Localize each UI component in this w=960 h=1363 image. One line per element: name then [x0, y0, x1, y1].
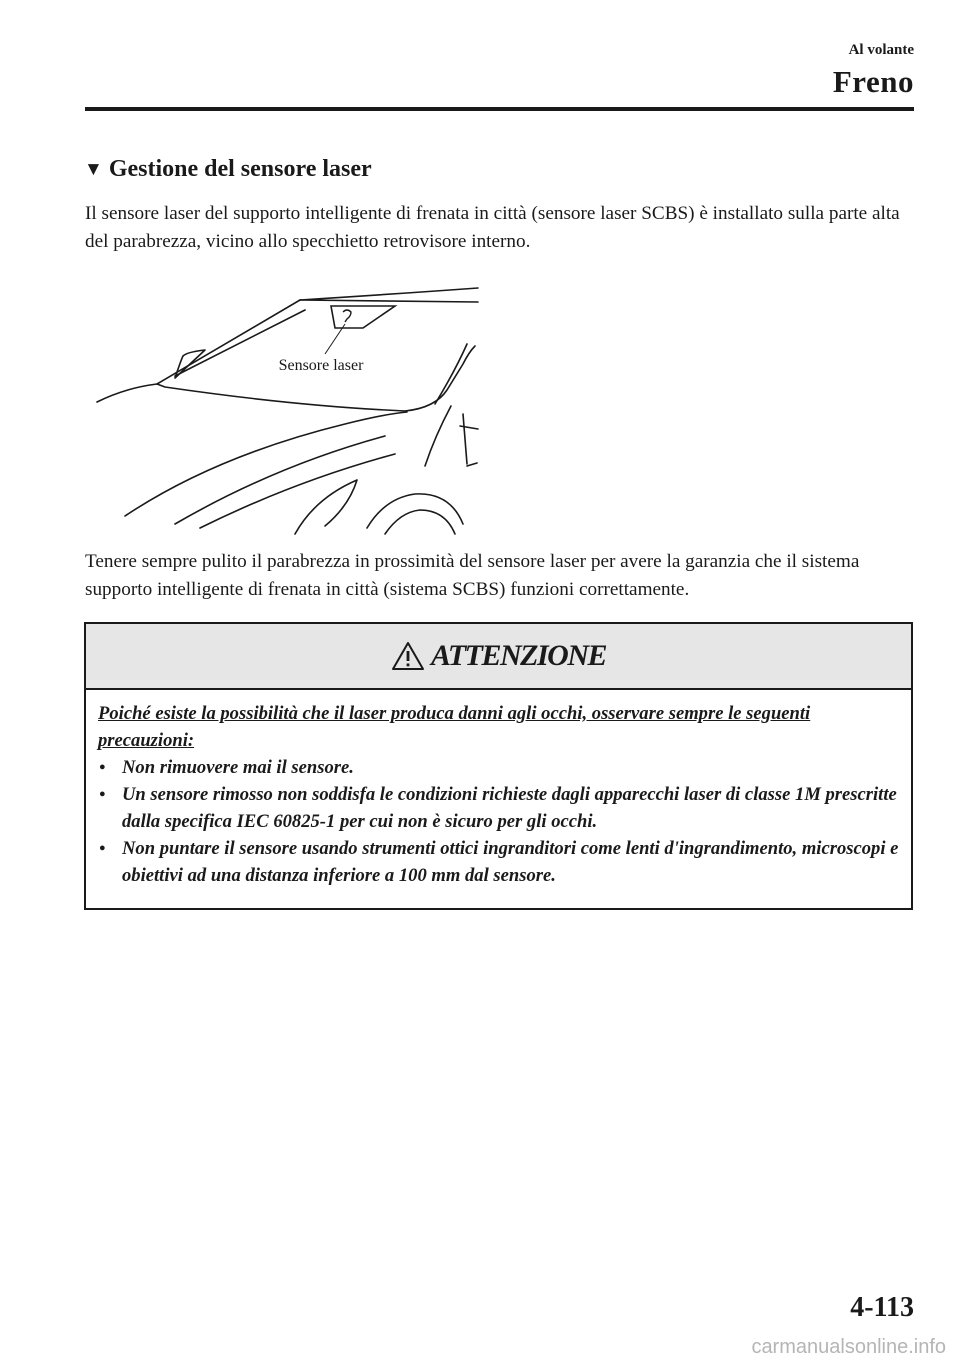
cleaning-paragraph: Tenere sempre pulito il parabrezza in prossimità del sensore laser per avere la garanzia che il sistema supporto intelligente di frenata in città (sistema SCBS) funzioni correttamente.	[85, 551, 860, 600]
warning-intro: Poiché esiste la possibilità che il laser produca danni agli occhi, osservare sempre le seguenti precauzioni:	[98, 703, 811, 751]
chapter-label: Al volante	[848, 42, 914, 58]
car-windshield-drawing	[95, 266, 480, 538]
intro-paragraph: Il sensore laser del supporto intelligente di frenata in città (sensore laser SCBS) è installato sulla parte alta del parabrezza, vicino allo specchietto retrovisore interno.	[85, 203, 900, 252]
sensor-housing	[331, 306, 395, 328]
warning-header	[86, 624, 911, 690]
page-number: 4-113	[850, 1292, 914, 1323]
watermark: carmanualsonline.info	[751, 1336, 946, 1358]
warning-triangle-icon	[391, 641, 425, 671]
header-divider	[85, 107, 914, 111]
warning-item: ● Non rimuovere mai il sensore.	[98, 754, 899, 781]
sensor-callout-label: Sensore laser	[278, 357, 364, 374]
warning-title: ATTENZIONE	[430, 639, 607, 672]
section-title: Freno	[832, 64, 914, 99]
warning-body	[86, 690, 911, 889]
subheading	[84, 156, 372, 183]
warning-item: ● Un sensore rimosso non soddisfa le condizioni richieste dagli apparecchi laser di classe 1M prescritte dalla specifica IEC 60825-1 per cui non è sicuro per gli occhi.	[98, 781, 899, 835]
subheading-text: Gestione del sensore laser	[108, 156, 372, 182]
warning-box	[84, 622, 913, 910]
triangle-down-icon: ▼	[84, 158, 103, 180]
windshield-sensor-illustration	[95, 266, 480, 538]
warning-item: ● Non puntare il sensore usando strumenti ottici ingranditori come lenti d'ingrandimento, microscopi e obiettivi ad una distanza inferiore a 100 mm dal sensore.	[98, 835, 899, 889]
warning-list	[98, 754, 899, 889]
